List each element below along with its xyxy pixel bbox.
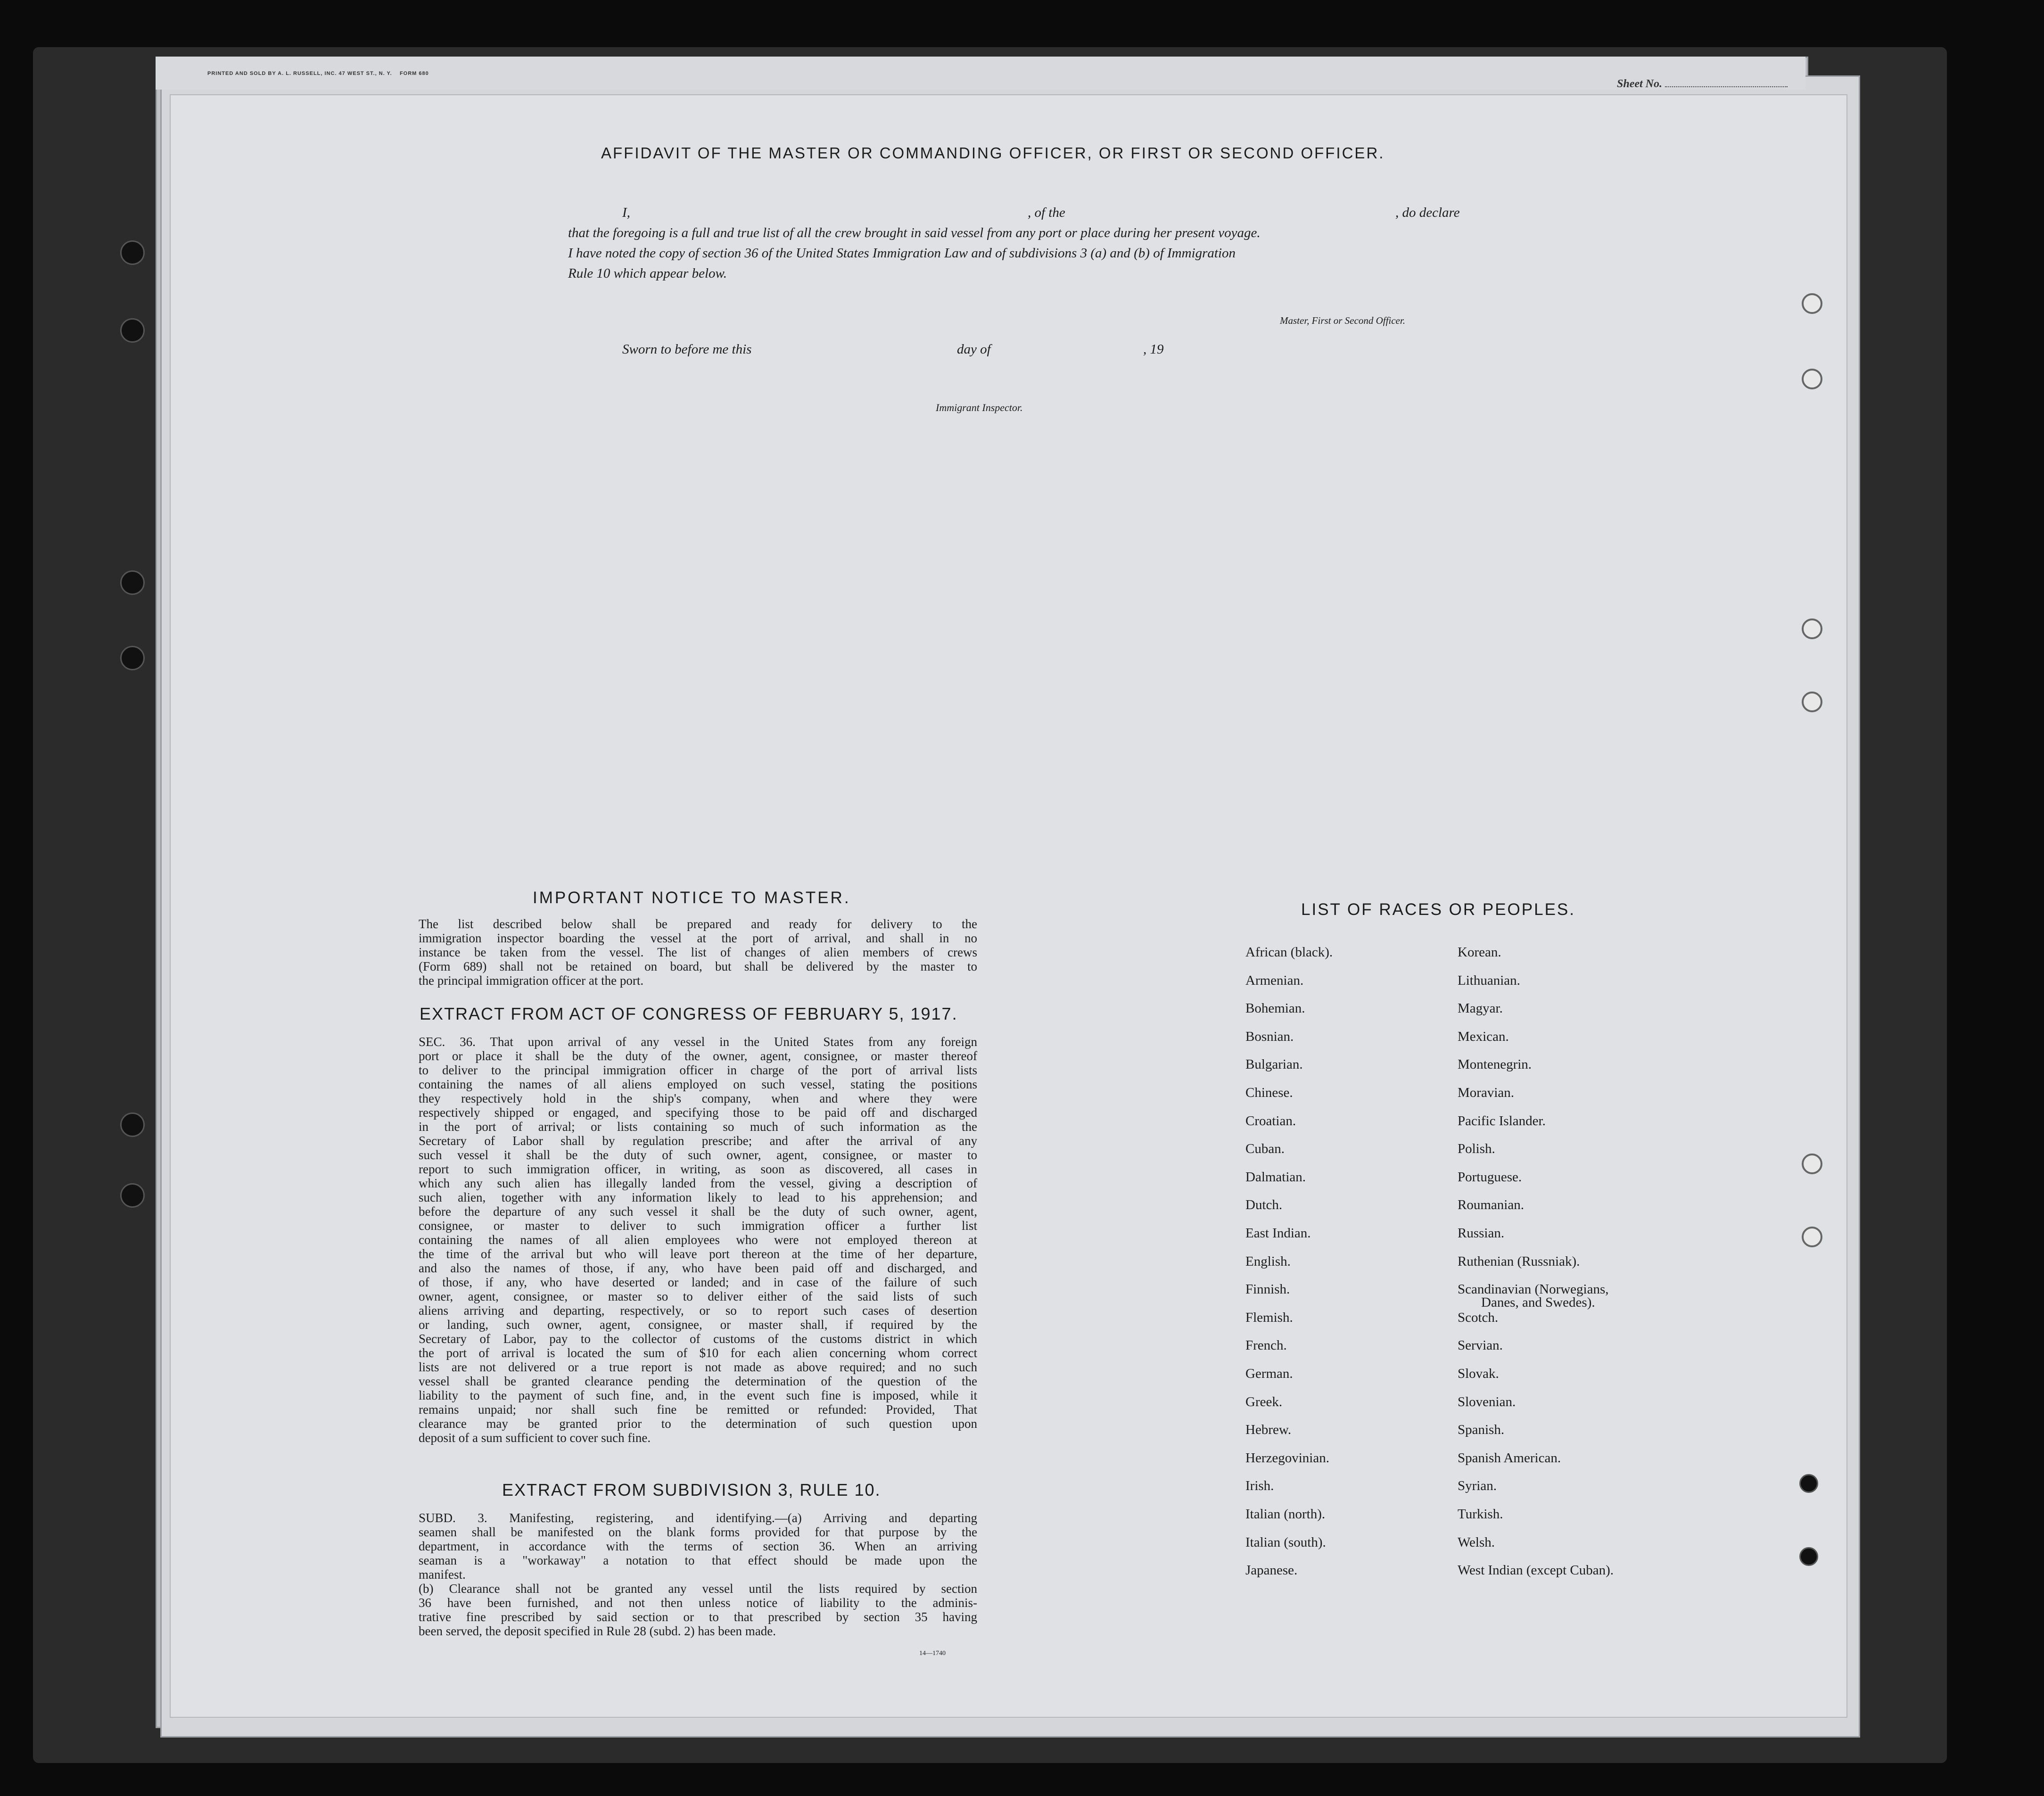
text-line: the time of the arrival but who will leave port thereon at the time of her departure, [419, 1247, 977, 1261]
text-line: such vessel it shall be the duty of such owner, agent, consignee, or master to [419, 1148, 977, 1162]
text-line: SEC. 36. That upon arrival of any vessel in the United States from any foreign [419, 1035, 977, 1049]
sheet-number [1617, 78, 1788, 91]
text-line: to deliver to the principal immigration officer in charge of the port of arrival lists [419, 1063, 977, 1077]
affidavit-line-3: I have noted the copy of section 36 of the United States Immigration Law and of subdivisions 3 (a) and (b) of Immigration [568, 246, 1236, 261]
race-item: Greek. [1245, 1394, 1283, 1409]
text-line: which any such alien has illegally landed from the vessel, giving a description of [419, 1176, 977, 1190]
races-title: LIST OF RACES OR PEOPLES. [1301, 900, 1576, 919]
punch-hole [1799, 1547, 1818, 1566]
text-line: immigration inspector boarding the vessel at the port of arrival, and shall in no [419, 931, 977, 945]
year-text: , 19 [1143, 342, 1164, 357]
text-line: port or place it shall be the duty of the owner, agent, consignee, or master thereof [419, 1049, 977, 1063]
text-line: report to such immigration officer, in writing, as soon as discovered, all cases in [419, 1162, 977, 1176]
binder-hole [120, 570, 145, 595]
text-line: the principal immigration officer at the port. [419, 973, 644, 988]
binder-hole [120, 318, 145, 343]
text-line: clearance may be granted prior to the determination of such question upon [419, 1417, 977, 1431]
race-item: Magyar. [1458, 1001, 1503, 1016]
sworn-text: Sworn to before me this [622, 342, 752, 357]
binder-hole [120, 646, 145, 670]
race-item: Spanish. [1458, 1422, 1505, 1438]
affidavit-line-2: that the foregoing is a full and true list of all the crew brought in said vessel from any port or place during her present voyage. [568, 225, 1261, 240]
race-item: French. [1245, 1338, 1287, 1353]
race-item: Polish. [1458, 1141, 1495, 1157]
punch-hole [1799, 1474, 1818, 1493]
race-item: Dutch. [1245, 1197, 1283, 1213]
race-item: Armenian. [1245, 972, 1304, 988]
race-item: Slovak. [1458, 1366, 1499, 1381]
race-item: Herzegovinian. [1245, 1450, 1329, 1466]
binder-hole [120, 240, 145, 265]
text-line: (Form 689) shall not be retained on board, but shall be delivered by the master to [419, 959, 977, 973]
race-item: Cuban. [1245, 1141, 1285, 1157]
race-item: Chinese. [1245, 1085, 1293, 1100]
extract-2-title: EXTRACT FROM SUBDIVISION 3, RULE 10. [502, 1480, 881, 1499]
printer-imprint [207, 71, 429, 76]
text-line: such alien, together with any information likely to lead to his apprehension; and [419, 1190, 977, 1204]
punch-hole [1802, 692, 1822, 712]
text-line: department, in accordance with the terms of section 36. When an arriving [419, 1539, 977, 1553]
punch-hole [1802, 369, 1822, 389]
text-line: Secretary of Labor, pay to the collector of customs of the customs district in which [419, 1332, 977, 1346]
race-item: Korean. [1458, 945, 1501, 960]
text-line: or landing, such owner, agent, consignee, or master shall, if required by the [419, 1318, 977, 1332]
text-line: manifest. [419, 1567, 466, 1582]
text-line: been served, the deposit specified in Rule 28 (subd. 2) has been made. [419, 1624, 776, 1638]
punch-hole [1802, 1227, 1822, 1247]
affidavit-do-declare: , do declare [1395, 205, 1460, 220]
punch-hole [1802, 1153, 1822, 1174]
sheet-number-blank [1665, 86, 1788, 87]
race-item: Italian (south). [1245, 1534, 1326, 1550]
signature-label: Master, First or Second Officer. [1280, 315, 1405, 326]
footer-code: 14—1740 [919, 1650, 946, 1657]
text-line: seamen shall be manifested on the blank forms provided for that purpose by the [419, 1525, 977, 1539]
race-item: Irish. [1245, 1478, 1274, 1494]
race-item: African (black). [1245, 945, 1333, 960]
text-line: (b) Clearance shall not be granted any vessel until the lists required by section [419, 1582, 977, 1596]
race-item: Bulgarian. [1245, 1057, 1303, 1072]
race-item: Syrian. [1458, 1478, 1497, 1494]
text-line: respectively shipped or engaged, and specifying those to be paid off and discharged [419, 1105, 977, 1120]
punch-hole [1802, 293, 1822, 314]
text-line: and also the names of those, if any, who have been paid off and discharged, and [419, 1261, 977, 1275]
race-item: Montenegrin. [1458, 1057, 1532, 1072]
race-item: Bosnian. [1245, 1029, 1294, 1044]
text-line: lists are not delivered or a true report is not made as above required; and no such [419, 1360, 977, 1374]
extract-1-title: EXTRACT FROM ACT OF CONGRESS OF FEBRUARY 5, 1917. [420, 1004, 958, 1023]
notice-paragraph [419, 917, 977, 988]
race-item: Japanese. [1245, 1563, 1298, 1578]
punch-hole [1802, 618, 1822, 639]
race-item: Scandinavian (Norwegians, [1458, 1282, 1609, 1297]
text-line: containing the names of all aliens employed on such vessel, stating the positions [419, 1077, 977, 1091]
inspector-label: Immigrant Inspector. [936, 402, 1023, 413]
sheet-label: Sheet No. [1617, 78, 1662, 90]
text-line: the port of arrival is located the sum of $10 for each alien concerning whom correct [419, 1346, 977, 1360]
affidavit-i: I, [622, 205, 630, 220]
race-item: Croatian. [1245, 1113, 1296, 1129]
race-item: Turkish. [1458, 1507, 1503, 1522]
rule-10-text [419, 1511, 977, 1638]
text-line: Secretary of Labor shall by regulation prescribe; and after the arrival of any [419, 1134, 977, 1148]
race-item: Moravian. [1458, 1085, 1514, 1100]
text-line: seaman is a "workaway" a notation to that effect should be made upon the [419, 1553, 977, 1567]
text-line: deposit of a sum sufficient to cover such fine. [419, 1431, 651, 1445]
manifest-page [170, 94, 1847, 1718]
affidavit-of-the: , of the [1028, 205, 1065, 220]
text-line: liability to the payment of such fine, and, in the event such fine is imposed, while it [419, 1388, 977, 1402]
race-item: Finnish. [1245, 1282, 1290, 1297]
race-item: Mexican. [1458, 1029, 1509, 1044]
text-line: SUBD. 3. Manifesting, registering, and identifying.—(a) Arriving and departing [419, 1511, 977, 1525]
race-item: Servian. [1458, 1338, 1503, 1353]
race-item: Lithuanian. [1458, 972, 1520, 988]
race-item: Ruthenian (Russniak). [1458, 1253, 1580, 1269]
race-item: Spanish American. [1458, 1450, 1561, 1466]
day-of-text: day of [957, 342, 991, 357]
section-36-text [419, 1035, 977, 1445]
text-line: vessel shall be granted clearance pending the determination of the question of the [419, 1374, 977, 1388]
race-item: Russian. [1458, 1226, 1505, 1241]
affidavit-line-4: Rule 10 which appear below. [568, 266, 727, 281]
race-item: Welsh. [1458, 1534, 1495, 1550]
text-line: remains unpaid; nor shall such fine be remitted or refunded: Provided, That [419, 1402, 977, 1417]
race-item: Portuguese. [1458, 1169, 1522, 1185]
race-item: English. [1245, 1253, 1291, 1269]
text-line: of those, if any, who have deserted or landed; and in case of the failure of such [419, 1275, 977, 1289]
text-line: they respectively hold in the ship's company, when and where they were [419, 1091, 977, 1105]
race-item: Roumanian. [1458, 1197, 1524, 1213]
text-line: owner, agent, consignee, or master so to deliver either of the said lists of such [419, 1289, 977, 1303]
race-item: Hebrew. [1245, 1422, 1292, 1438]
race-item: Dalmatian. [1245, 1169, 1306, 1185]
race-item-continuation: Danes, and Swedes). [1481, 1295, 1595, 1310]
text-line: consignee, or master to deliver to such immigration officer a further list [419, 1219, 977, 1233]
race-item: West Indian (except Cuban). [1458, 1563, 1614, 1578]
binder-hole [120, 1112, 145, 1137]
notice-title: IMPORTANT NOTICE TO MASTER. [533, 889, 851, 907]
binder-hole [120, 1183, 145, 1208]
form-number: FORM 680 [399, 71, 429, 76]
race-item: Flemish. [1245, 1310, 1293, 1325]
affidavit-title: AFFIDAVIT OF THE MASTER OR COMMANDING OFFICER, OR FIRST OR SECOND OFFICER. [601, 144, 1385, 162]
race-item: Slovenian. [1458, 1394, 1516, 1409]
text-line: trative fine prescribed by said section or to that prescribed by section 35 having [419, 1610, 977, 1624]
race-item: Scotch. [1458, 1310, 1499, 1325]
printer-text: PRINTED AND SOLD BY A. L. RUSSELL, INC. 47 WEST ST., N. Y. [207, 71, 392, 76]
race-item: Italian (north). [1245, 1507, 1326, 1522]
race-item: Bohemian. [1245, 1001, 1305, 1016]
text-line: containing the names of all alien employees who were not employed thereon at [419, 1233, 977, 1247]
text-line: 36 have been furnished, and not then unless notice of liability to the adminis- [419, 1596, 977, 1610]
text-line: The list described below shall be prepared and ready for delivery to the [419, 917, 977, 931]
text-line: instance be taken from the vessel. The list of changes of alien members of crews [419, 945, 977, 959]
text-line: aliens arriving and departing, respectively, or so to report such cases of desertion [419, 1303, 977, 1318]
text-line: in the port of arrival; or lists containing so much of such information as the [419, 1120, 977, 1134]
race-item: Pacific Islander. [1458, 1113, 1546, 1129]
race-item: German. [1245, 1366, 1293, 1381]
text-line: before the departure of any such vessel it shall be the duty of such owner, agent, [419, 1204, 977, 1219]
race-item: East Indian. [1245, 1226, 1311, 1241]
